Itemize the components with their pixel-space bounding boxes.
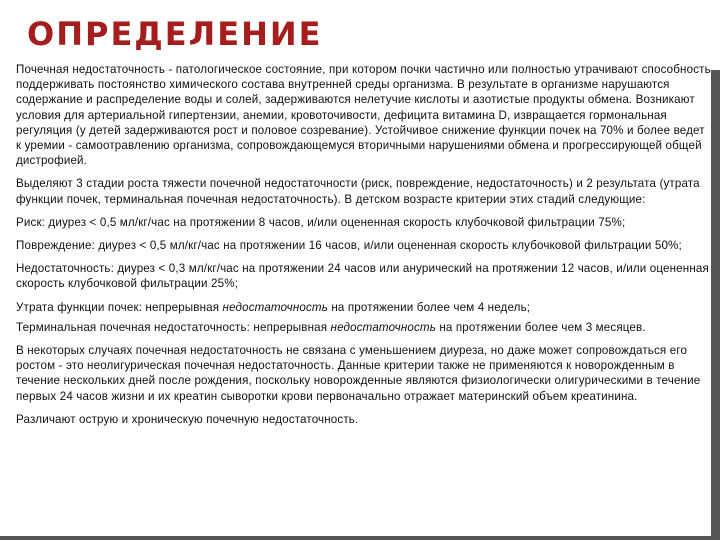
paragraph-risk: Риск: диурез < 0,5 мл/кг/час на протяжении 8 часов, и/или оцененная скорость клубочковой фильтрации 75%; bbox=[16, 215, 626, 229]
bottom-accent-bar bbox=[0, 536, 720, 540]
paragraph-injury: Повреждение: диурез < 0,5 мл/кг/час на протяжении 16 часов, и/или оцененная скорость клубочковой фильтрации 50%; bbox=[16, 239, 682, 253]
loss-text-start: Утрата функции почек: непрерывная bbox=[16, 300, 223, 314]
paragraph-types: Различают острую и хроническую почечную недостаточность. bbox=[16, 412, 359, 426]
loss-text-emphasis: недостаточность bbox=[222, 300, 328, 314]
paragraph-esrd bbox=[16, 320, 711, 335]
esrd-text-start: Терминальная почечная недостаточность: непрерывная bbox=[16, 320, 331, 334]
paragraph-loss bbox=[16, 300, 711, 315]
paragraph-nonoliguric: В некоторых случаях почечная недостаточность не связана с уменьшением диуреза, но даже может сопровождаться его ростом - это неолигурическая почечная недостаточность. Данные критерии также не применяются к новорожденным в течение нескольких дней после рождения, поскольку новорожденные являются физиологически олигурическими в течение первых 24 часов жизни и их креатин сыворотки крови первоначально отражает материнский объем креатинина. bbox=[16, 344, 701, 403]
paragraph-failure: Недостаточность: диурез < 0,3 мл/кг/час на протяжении 24 часов или анурический на протяжении 12 часов, и/или оцененная скорость клубочковой фильтрации 25%; bbox=[16, 262, 709, 291]
right-accent-bar bbox=[711, 70, 720, 540]
esrd-text-end: на протяжении более чем 3 месяцев. bbox=[435, 320, 646, 334]
paragraph-stages-intro: Выделяют 3 стадии роста тяжести почечной недостаточности (риск, повреждение, недостаточность) и 2 результата (утрата функции почек, терминальная почечная недостаточность). В детском возрасте критерии этих стадий следующие: bbox=[16, 177, 700, 206]
slide-body bbox=[16, 62, 711, 435]
slide-title: ОПРЕДЕЛЕНИЕ bbox=[27, 15, 323, 53]
paragraph-definition: Почечная недостаточность - патологическое состояние, при котором почки частично или полностью утрачивают способность поддерживать постоянство химического состава внутренней среды организма. В результате в организме нарушаются содержание и распределение воды и солей, задерживаются нелетучие кислоты и азотистые продукты обмена. Возникают условия для артериальной гипертензии, анемии, кровоточивости, дефицита витамина D, извращается гормональная регуляция (у детей задерживаются рост и половое созревание). Устойчивое снижение функции почек на 70% и более ведет к уремии - самоотравлению организма, сопровождающемуся вторичными нарушениями обмена и прогрессирующей общей дистрофией. bbox=[16, 63, 711, 168]
loss-text-end: на протяжении более чем 4 недель; bbox=[327, 300, 531, 314]
esrd-text-emphasis: недостаточность bbox=[330, 320, 436, 334]
